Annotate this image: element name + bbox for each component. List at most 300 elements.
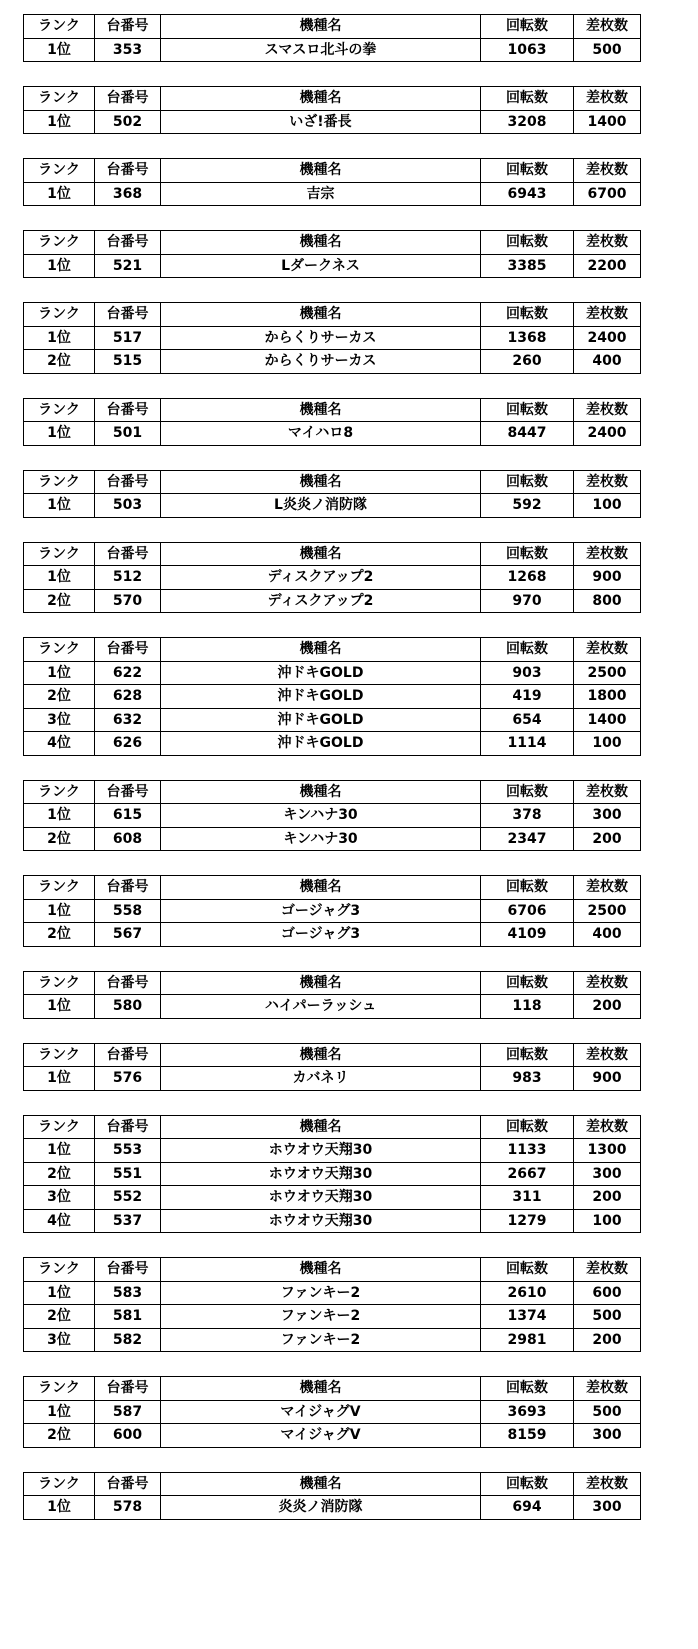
table-row xyxy=(24,182,641,206)
header-rank: ランク xyxy=(24,542,95,566)
header-rank: ランク xyxy=(24,398,95,422)
rank-cell: 1位 xyxy=(24,995,95,1019)
machine-number-cell: 583 xyxy=(95,1281,161,1305)
header-spins: 回転数 xyxy=(481,780,574,804)
header-machine-number: 台番号 xyxy=(95,159,161,183)
table-row xyxy=(24,38,641,62)
table-row xyxy=(24,1328,641,1352)
rank-cell: 1位 xyxy=(24,899,95,923)
header-diff: 差枚数 xyxy=(574,876,641,900)
diff-cell: 300 xyxy=(574,1424,641,1448)
machine-name-cell: ゴージャグ3 xyxy=(161,899,481,923)
header-machine-name: 機種名 xyxy=(161,1377,481,1401)
header-machine-name: 機種名 xyxy=(161,1258,481,1282)
machine-number-cell: 608 xyxy=(95,827,161,851)
spins-cell: 2610 xyxy=(481,1281,574,1305)
table-header-row xyxy=(24,1377,641,1401)
header-diff: 差枚数 xyxy=(574,159,641,183)
rank-cell: 1位 xyxy=(24,661,95,685)
ranking-tables xyxy=(23,14,640,1544)
ranking-table xyxy=(23,1472,641,1520)
machine-number-cell: 558 xyxy=(95,899,161,923)
diff-cell: 2400 xyxy=(574,422,641,446)
ranking-table xyxy=(23,1257,641,1352)
machine-name-cell: 炎炎ノ消防隊 xyxy=(161,1496,481,1520)
header-spins: 回転数 xyxy=(481,1472,574,1496)
machine-number-cell: 501 xyxy=(95,422,161,446)
machine-number-cell: 628 xyxy=(95,685,161,709)
header-diff: 差枚数 xyxy=(574,470,641,494)
header-spins: 回転数 xyxy=(481,303,574,327)
table-row xyxy=(24,589,641,613)
diff-cell: 2500 xyxy=(574,899,641,923)
table-row xyxy=(24,1281,641,1305)
header-machine-name: 機種名 xyxy=(161,15,481,39)
rank-cell: 1位 xyxy=(24,110,95,134)
diff-cell: 1800 xyxy=(574,685,641,709)
header-rank: ランク xyxy=(24,1258,95,1282)
machine-name-cell: 沖ドキGOLD xyxy=(161,685,481,709)
table-header-row xyxy=(24,542,641,566)
machine-number-cell: 622 xyxy=(95,661,161,685)
ranking-table xyxy=(23,1043,641,1091)
ranking-table xyxy=(23,1115,641,1234)
table-row xyxy=(24,1424,641,1448)
ranking-table xyxy=(23,158,641,206)
table-row xyxy=(24,1067,641,1091)
diff-cell: 100 xyxy=(574,1209,641,1233)
spins-cell: 2347 xyxy=(481,827,574,851)
spins-cell: 2667 xyxy=(481,1162,574,1186)
spins-cell: 1279 xyxy=(481,1209,574,1233)
table-row xyxy=(24,899,641,923)
machine-name-cell: 沖ドキGOLD xyxy=(161,708,481,732)
header-spins: 回転数 xyxy=(481,1043,574,1067)
spins-cell: 983 xyxy=(481,1067,574,1091)
header-rank: ランク xyxy=(24,1472,95,1496)
rank-cell: 1位 xyxy=(24,1400,95,1424)
table-row xyxy=(24,923,641,947)
header-diff: 差枚数 xyxy=(574,398,641,422)
header-machine-number: 台番号 xyxy=(95,470,161,494)
machine-number-cell: 626 xyxy=(95,732,161,756)
table-row xyxy=(24,708,641,732)
machine-number-cell: 578 xyxy=(95,1496,161,1520)
machine-number-cell: 552 xyxy=(95,1186,161,1210)
table-header-row xyxy=(24,231,641,255)
table-row xyxy=(24,995,641,1019)
machine-number-cell: 515 xyxy=(95,350,161,374)
rank-cell: 1位 xyxy=(24,1067,95,1091)
header-machine-number: 台番号 xyxy=(95,780,161,804)
header-rank: ランク xyxy=(24,15,95,39)
rank-cell: 1位 xyxy=(24,38,95,62)
machine-name-cell: ファンキー2 xyxy=(161,1305,481,1329)
rank-cell: 1位 xyxy=(24,566,95,590)
rank-cell: 1位 xyxy=(24,1281,95,1305)
header-machine-name: 機種名 xyxy=(161,398,481,422)
ranking-table xyxy=(23,302,641,374)
diff-cell: 200 xyxy=(574,1328,641,1352)
table-header-row xyxy=(24,1115,641,1139)
spins-cell: 6706 xyxy=(481,899,574,923)
table-row xyxy=(24,422,641,446)
rank-cell: 2位 xyxy=(24,589,95,613)
header-machine-number: 台番号 xyxy=(95,231,161,255)
table-row xyxy=(24,110,641,134)
machine-number-cell: 502 xyxy=(95,110,161,134)
header-diff: 差枚数 xyxy=(574,638,641,662)
diff-cell: 500 xyxy=(574,1305,641,1329)
header-machine-number: 台番号 xyxy=(95,15,161,39)
diff-cell: 400 xyxy=(574,350,641,374)
header-machine-name: 機種名 xyxy=(161,1115,481,1139)
machine-name-cell: スマスロ北斗の拳 xyxy=(161,38,481,62)
spins-cell: 654 xyxy=(481,708,574,732)
spins-cell: 592 xyxy=(481,494,574,518)
table-header-row xyxy=(24,159,641,183)
rank-cell: 1位 xyxy=(24,254,95,278)
header-spins: 回転数 xyxy=(481,231,574,255)
spins-cell: 903 xyxy=(481,661,574,685)
table-header-row xyxy=(24,638,641,662)
diff-cell: 300 xyxy=(574,1162,641,1186)
spins-cell: 1368 xyxy=(481,326,574,350)
rank-cell: 2位 xyxy=(24,827,95,851)
table-row xyxy=(24,1139,641,1163)
table-header-row xyxy=(24,780,641,804)
machine-name-cell: 沖ドキGOLD xyxy=(161,661,481,685)
ranking-table xyxy=(23,971,641,1019)
machine-name-cell: 沖ドキGOLD xyxy=(161,732,481,756)
machine-name-cell: ホウオウ天翔30 xyxy=(161,1139,481,1163)
header-rank: ランク xyxy=(24,1115,95,1139)
machine-number-cell: 587 xyxy=(95,1400,161,1424)
table-row xyxy=(24,804,641,828)
diff-cell: 1400 xyxy=(574,708,641,732)
header-spins: 回転数 xyxy=(481,638,574,662)
diff-cell: 400 xyxy=(574,923,641,947)
machine-number-cell: 581 xyxy=(95,1305,161,1329)
header-machine-name: 機種名 xyxy=(161,87,481,111)
table-header-row xyxy=(24,971,641,995)
machine-number-cell: 632 xyxy=(95,708,161,732)
table-row xyxy=(24,350,641,374)
machine-number-cell: 600 xyxy=(95,1424,161,1448)
spins-cell: 260 xyxy=(481,350,574,374)
header-machine-name: 機種名 xyxy=(161,303,481,327)
table-row xyxy=(24,661,641,685)
table-row xyxy=(24,326,641,350)
table-row xyxy=(24,566,641,590)
header-diff: 差枚数 xyxy=(574,231,641,255)
header-diff: 差枚数 xyxy=(574,1472,641,1496)
diff-cell: 300 xyxy=(574,1496,641,1520)
table-row xyxy=(24,1496,641,1520)
header-diff: 差枚数 xyxy=(574,303,641,327)
rank-cell: 1位 xyxy=(24,182,95,206)
table-header-row xyxy=(24,87,641,111)
machine-number-cell: 553 xyxy=(95,1139,161,1163)
header-machine-name: 機種名 xyxy=(161,876,481,900)
diff-cell: 6700 xyxy=(574,182,641,206)
machine-number-cell: 580 xyxy=(95,995,161,1019)
table-row xyxy=(24,732,641,756)
diff-cell: 100 xyxy=(574,494,641,518)
diff-cell: 200 xyxy=(574,995,641,1019)
rank-cell: 2位 xyxy=(24,1162,95,1186)
diff-cell: 300 xyxy=(574,804,641,828)
ranking-table xyxy=(23,637,641,756)
diff-cell: 200 xyxy=(574,827,641,851)
header-machine-name: 機種名 xyxy=(161,231,481,255)
spins-cell: 118 xyxy=(481,995,574,1019)
spins-cell: 8159 xyxy=(481,1424,574,1448)
diff-cell: 1400 xyxy=(574,110,641,134)
header-diff: 差枚数 xyxy=(574,971,641,995)
ranking-table xyxy=(23,1376,641,1448)
ranking-table xyxy=(23,14,641,62)
header-machine-number: 台番号 xyxy=(95,542,161,566)
machine-name-cell: ファンキー2 xyxy=(161,1328,481,1352)
diff-cell: 500 xyxy=(574,1400,641,1424)
machine-name-cell: L炎炎ノ消防隊 xyxy=(161,494,481,518)
header-rank: ランク xyxy=(24,1043,95,1067)
machine-number-cell: 567 xyxy=(95,923,161,947)
table-row xyxy=(24,827,641,851)
header-spins: 回転数 xyxy=(481,159,574,183)
diff-cell: 2500 xyxy=(574,661,641,685)
rank-cell: 2位 xyxy=(24,685,95,709)
machine-name-cell: ゴージャグ3 xyxy=(161,923,481,947)
header-machine-number: 台番号 xyxy=(95,1377,161,1401)
header-diff: 差枚数 xyxy=(574,87,641,111)
machine-name-cell: ホウオウ天翔30 xyxy=(161,1186,481,1210)
machine-name-cell: いざ!番長 xyxy=(161,110,481,134)
ranking-table xyxy=(23,470,641,518)
ranking-table xyxy=(23,780,641,852)
spins-cell: 694 xyxy=(481,1496,574,1520)
machine-number-cell: 537 xyxy=(95,1209,161,1233)
header-rank: ランク xyxy=(24,231,95,255)
table-row xyxy=(24,254,641,278)
header-machine-number: 台番号 xyxy=(95,398,161,422)
machine-number-cell: 551 xyxy=(95,1162,161,1186)
header-spins: 回転数 xyxy=(481,15,574,39)
rank-cell: 2位 xyxy=(24,1424,95,1448)
rank-cell: 1位 xyxy=(24,1496,95,1520)
machine-number-cell: 582 xyxy=(95,1328,161,1352)
diff-cell: 900 xyxy=(574,566,641,590)
header-machine-number: 台番号 xyxy=(95,87,161,111)
header-diff: 差枚数 xyxy=(574,1258,641,1282)
machine-name-cell: ディスクアップ2 xyxy=(161,566,481,590)
header-spins: 回転数 xyxy=(481,87,574,111)
machine-name-cell: ディスクアップ2 xyxy=(161,589,481,613)
spins-cell: 3208 xyxy=(481,110,574,134)
table-header-row xyxy=(24,1043,641,1067)
machine-name-cell: ファンキー2 xyxy=(161,1281,481,1305)
diff-cell: 2400 xyxy=(574,326,641,350)
spins-cell: 1133 xyxy=(481,1139,574,1163)
header-machine-number: 台番号 xyxy=(95,1043,161,1067)
ranking-table xyxy=(23,542,641,614)
header-rank: ランク xyxy=(24,638,95,662)
header-machine-name: 機種名 xyxy=(161,542,481,566)
table-row xyxy=(24,1209,641,1233)
machine-name-cell: マイハロ8 xyxy=(161,422,481,446)
spins-cell: 6943 xyxy=(481,182,574,206)
machine-name-cell: キンハナ30 xyxy=(161,804,481,828)
header-machine-number: 台番号 xyxy=(95,1115,161,1139)
spins-cell: 1268 xyxy=(481,566,574,590)
machine-name-cell: からくりサーカス xyxy=(161,326,481,350)
header-spins: 回転数 xyxy=(481,876,574,900)
machine-name-cell: Lダークネス xyxy=(161,254,481,278)
header-rank: ランク xyxy=(24,87,95,111)
table-row xyxy=(24,1305,641,1329)
spins-cell: 419 xyxy=(481,685,574,709)
table-row xyxy=(24,685,641,709)
spins-cell: 1063 xyxy=(481,38,574,62)
header-rank: ランク xyxy=(24,1377,95,1401)
diff-cell: 1300 xyxy=(574,1139,641,1163)
diff-cell: 900 xyxy=(574,1067,641,1091)
spins-cell: 378 xyxy=(481,804,574,828)
spins-cell: 3385 xyxy=(481,254,574,278)
machine-number-cell: 517 xyxy=(95,326,161,350)
header-machine-number: 台番号 xyxy=(95,971,161,995)
header-machine-name: 機種名 xyxy=(161,638,481,662)
spins-cell: 8447 xyxy=(481,422,574,446)
header-spins: 回転数 xyxy=(481,1115,574,1139)
header-spins: 回転数 xyxy=(481,1377,574,1401)
machine-number-cell: 368 xyxy=(95,182,161,206)
header-machine-name: 機種名 xyxy=(161,470,481,494)
spins-cell: 1374 xyxy=(481,1305,574,1329)
rank-cell: 1位 xyxy=(24,494,95,518)
rank-cell: 1位 xyxy=(24,422,95,446)
table-header-row xyxy=(24,15,641,39)
ranking-table xyxy=(23,230,641,278)
rank-cell: 1位 xyxy=(24,1139,95,1163)
table-row xyxy=(24,494,641,518)
machine-number-cell: 570 xyxy=(95,589,161,613)
machine-name-cell: ホウオウ天翔30 xyxy=(161,1209,481,1233)
machine-number-cell: 576 xyxy=(95,1067,161,1091)
diff-cell: 600 xyxy=(574,1281,641,1305)
spins-cell: 4109 xyxy=(481,923,574,947)
rank-cell: 3位 xyxy=(24,1186,95,1210)
table-header-row xyxy=(24,876,641,900)
header-machine-number: 台番号 xyxy=(95,638,161,662)
diff-cell: 800 xyxy=(574,589,641,613)
machine-name-cell: からくりサーカス xyxy=(161,350,481,374)
rank-cell: 1位 xyxy=(24,326,95,350)
rank-cell: 4位 xyxy=(24,1209,95,1233)
diff-cell: 2200 xyxy=(574,254,641,278)
table-row xyxy=(24,1186,641,1210)
spins-cell: 970 xyxy=(481,589,574,613)
machine-name-cell: カバネリ xyxy=(161,1067,481,1091)
rank-cell: 3位 xyxy=(24,1328,95,1352)
header-rank: ランク xyxy=(24,780,95,804)
machine-number-cell: 503 xyxy=(95,494,161,518)
header-machine-number: 台番号 xyxy=(95,876,161,900)
rank-cell: 2位 xyxy=(24,350,95,374)
spins-cell: 311 xyxy=(481,1186,574,1210)
machine-name-cell: マイジャグV xyxy=(161,1424,481,1448)
machine-name-cell: ホウオウ天翔30 xyxy=(161,1162,481,1186)
spins-cell: 2981 xyxy=(481,1328,574,1352)
header-spins: 回転数 xyxy=(481,1258,574,1282)
header-diff: 差枚数 xyxy=(574,780,641,804)
machine-name-cell: キンハナ30 xyxy=(161,827,481,851)
header-machine-number: 台番号 xyxy=(95,1258,161,1282)
ranking-table xyxy=(23,875,641,947)
diff-cell: 200 xyxy=(574,1186,641,1210)
table-header-row xyxy=(24,1472,641,1496)
header-spins: 回転数 xyxy=(481,971,574,995)
header-machine-number: 台番号 xyxy=(95,1472,161,1496)
header-diff: 差枚数 xyxy=(574,1377,641,1401)
table-header-row xyxy=(24,303,641,327)
header-spins: 回転数 xyxy=(481,470,574,494)
header-rank: ランク xyxy=(24,159,95,183)
machine-number-cell: 512 xyxy=(95,566,161,590)
ranking-table xyxy=(23,398,641,446)
machine-name-cell: ハイパーラッシュ xyxy=(161,995,481,1019)
rank-cell: 2位 xyxy=(24,1305,95,1329)
spins-cell: 3693 xyxy=(481,1400,574,1424)
header-machine-name: 機種名 xyxy=(161,971,481,995)
header-machine-name: 機種名 xyxy=(161,159,481,183)
rank-cell: 2位 xyxy=(24,923,95,947)
header-machine-name: 機種名 xyxy=(161,1043,481,1067)
header-diff: 差枚数 xyxy=(574,542,641,566)
header-spins: 回転数 xyxy=(481,398,574,422)
table-row xyxy=(24,1400,641,1424)
header-rank: ランク xyxy=(24,971,95,995)
machine-name-cell: マイジャグV xyxy=(161,1400,481,1424)
spins-cell: 1114 xyxy=(481,732,574,756)
diff-cell: 500 xyxy=(574,38,641,62)
rank-cell: 1位 xyxy=(24,804,95,828)
machine-name-cell: 吉宗 xyxy=(161,182,481,206)
header-diff: 差枚数 xyxy=(574,1043,641,1067)
rank-cell: 4位 xyxy=(24,732,95,756)
header-diff: 差枚数 xyxy=(574,1115,641,1139)
header-machine-name: 機種名 xyxy=(161,1472,481,1496)
table-row xyxy=(24,1162,641,1186)
header-machine-number: 台番号 xyxy=(95,303,161,327)
machine-number-cell: 353 xyxy=(95,38,161,62)
header-rank: ランク xyxy=(24,303,95,327)
header-rank: ランク xyxy=(24,876,95,900)
diff-cell: 100 xyxy=(574,732,641,756)
rank-cell: 3位 xyxy=(24,708,95,732)
machine-number-cell: 615 xyxy=(95,804,161,828)
ranking-table xyxy=(23,86,641,134)
machine-number-cell: 521 xyxy=(95,254,161,278)
table-header-row xyxy=(24,398,641,422)
header-rank: ランク xyxy=(24,470,95,494)
header-diff: 差枚数 xyxy=(574,15,641,39)
table-header-row xyxy=(24,470,641,494)
header-machine-name: 機種名 xyxy=(161,780,481,804)
table-header-row xyxy=(24,1258,641,1282)
header-spins: 回転数 xyxy=(481,542,574,566)
